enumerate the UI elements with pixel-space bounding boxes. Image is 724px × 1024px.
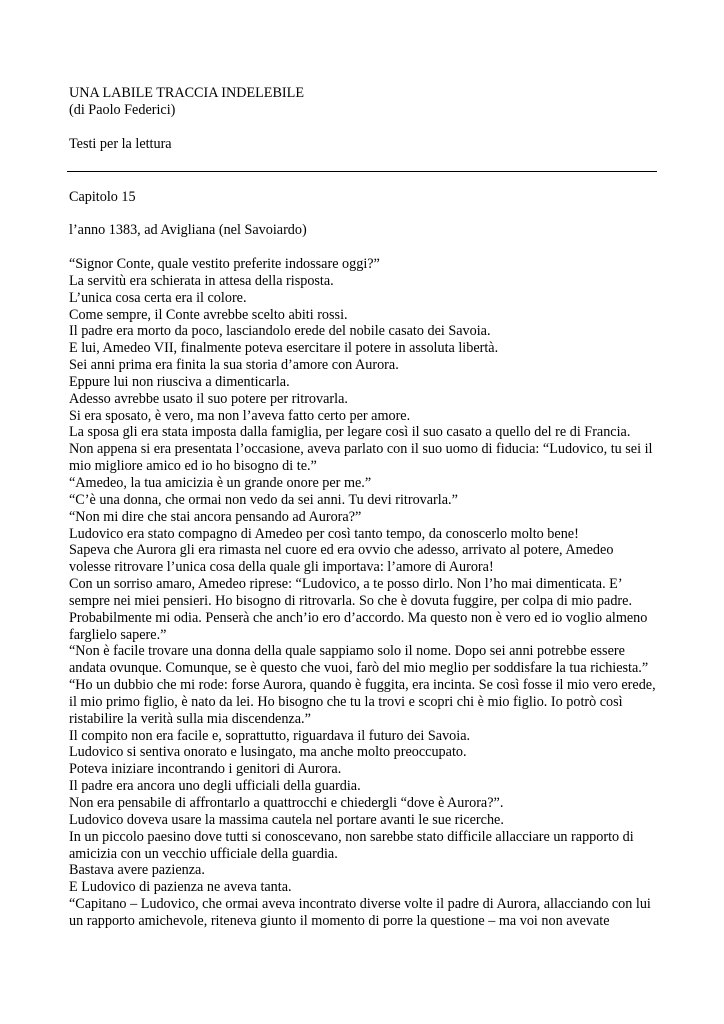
- paragraph: Ludovico si sentiva onorato e lusingato, ma anche molto preoccupato.: [69, 744, 467, 761]
- chapter-body: [69, 256, 656, 930]
- document-subtitle: Testi per la lettura: [69, 136, 172, 152]
- paragraph: Non era pensabile di affrontarlo a quattrocchi e chiedergli “dove è Aurora?”.: [69, 795, 504, 811]
- paragraph: Sei anni prima era finita la sua storia d’amore con Aurora.: [69, 357, 399, 374]
- document-header: [69, 85, 304, 119]
- paragraph: “Ho un dubbio che mi rode: forse Aurora, quando è fuggita, era incinta. Se così fosse il mio vero erede, il mio primo figlio, è nato da lei. Ho bisogno che tu la trovi e scopri chi è mio figlio. Io potrò così ristabilire la verità sulla mia discendenza.”: [69, 677, 656, 727]
- paragraph: Adesso avrebbe usato il suo potere per ritrovarla.: [69, 390, 348, 407]
- paragraph: E lui, Amedeo VII, finalmente poteva esercitare il potere in assoluta libertà.: [69, 340, 499, 357]
- horizontal-divider: [67, 171, 657, 172]
- paragraph: Si era sposato, è vero, ma non l’aveva fatto certo per amore.: [69, 407, 411, 424]
- paragraph: “Amedeo, la tua amicizia è un grande onore per me.”: [69, 474, 372, 491]
- paragraph: La sposa gli era stata imposta dalla famiglia, per legare così il suo casato a quello del re di Francia.: [69, 424, 631, 441]
- paragraph: In un piccolo paesino dove tutti si conoscevano, non sarebbe stato difficile allacciare un rapporto di amicizia con un vecchio ufficiale della guardia.: [69, 828, 634, 862]
- paragraph: “Signor Conte, quale vestito preferite indossare oggi?”: [69, 256, 380, 272]
- place-date-line: l’anno 1383, ad Avigliana (nel Savoiardo): [69, 222, 307, 238]
- paragraph: Bastava avere pazienza.: [69, 862, 205, 879]
- paragraph: Non appena si era presentata l’occasione, aveva parlato con il suo uomo di fiducia: “Ludovico, tu sei il mio migliore amico ed io ho bisogno di te.”: [69, 441, 653, 475]
- paragraph: Ludovico doveva usare la massima cautela nel portare avanti le sue ricerche.: [69, 811, 504, 828]
- paragraph: Poteva iniziare incontrando i genitori di Aurora.: [69, 761, 342, 778]
- document-author: (di Paolo Federici): [69, 102, 176, 118]
- paragraph: Il compito non era facile e, soprattutto, riguardava il futuro dei Savoia.: [69, 727, 471, 744]
- paragraph: “Non è facile trovare una donna della quale sappiamo solo il nome. Dopo sei anni potrebbe essere andata ovunque. Comunque, se è questo che vuoi, farò del mio meglio per soddisfare la tua richiesta.”: [69, 643, 649, 677]
- document-title: UNA LABILE TRACCIA INDELEBILE: [69, 85, 304, 101]
- paragraph: Sapeva che Aurora gli era rimasta nel cuore ed era ovvio che adesso, arrivato al potere, Amedeo volesse ritrovare l’unica cosa della quale gli importava: l’amore di Aurora!: [69, 542, 614, 576]
- paragraph: E Ludovico di pazienza ne aveva tanta.: [69, 879, 292, 896]
- paragraph: Il padre era morto da poco, lasciandolo erede del nobile casato dei Savoia.: [69, 323, 491, 340]
- paragraph: “Capitano – Ludovico, che ormai aveva incontrato diverse volte il padre di Aurora, allacciando con lui un rapporto amichevole, riteneva giunto il momento di porre la questione – ma voi non avevate: [69, 896, 651, 929]
- chapter-heading: Capitolo 15: [69, 189, 136, 205]
- paragraph: Con un sorriso amaro, Amedeo riprese: “Ludovico, a te posso dirlo. Non l’ho mai dimenticata. E’ sempre nei miei pensieri. Ho bisogno di ritrovarla. So che è dovuta fuggire, per colpa di mio padre. Probabilmente mi odia. Penserà che anch’io ero d’accordo. Ma questo non è vero ed io voglio almeno farglielo sapere.”: [69, 576, 648, 643]
- paragraph: Il padre era ancora uno degli ufficiali della guardia.: [69, 778, 361, 795]
- paragraph: L’unica cosa certa era il colore.: [69, 289, 247, 306]
- paragraph: “C’è una donna, che ormai non vedo da sei anni. Tu devi ritrovarla.”: [69, 491, 458, 508]
- paragraph: Eppure lui non riusciva a dimenticarla.: [69, 373, 290, 390]
- paragraph: Come sempre, il Conte avrebbe scelto abiti rossi.: [69, 306, 348, 323]
- paragraph: La servitù era schierata in attesa della risposta.: [69, 272, 334, 289]
- paragraph: “Non mi dire che stai ancora pensando ad Aurora?”: [69, 508, 362, 525]
- paragraph: Ludovico era stato compagno di Amedeo per così tanto tempo, da conoscerlo molto bene!: [69, 525, 579, 542]
